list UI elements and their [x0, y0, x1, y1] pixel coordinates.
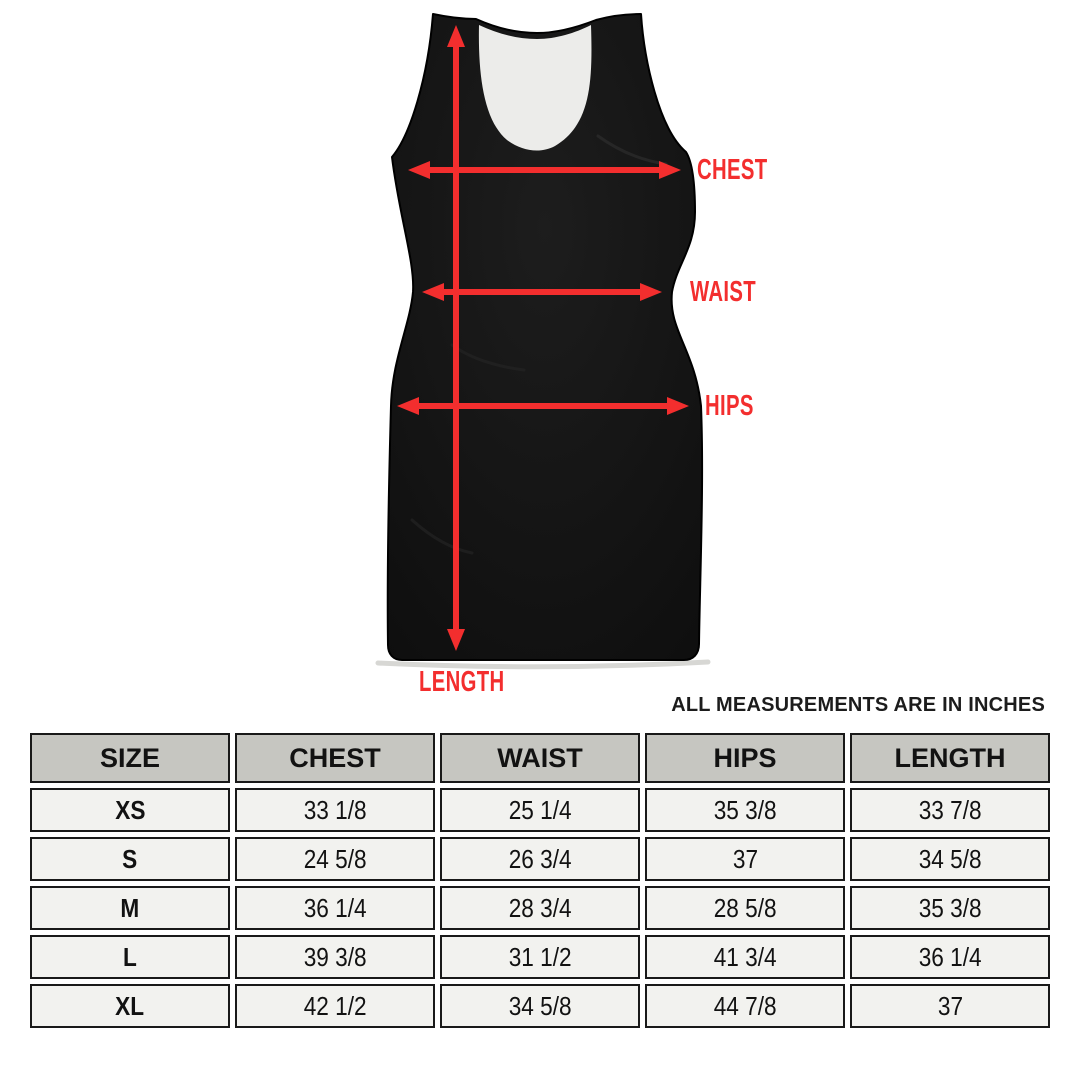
size-label-cell	[30, 788, 230, 832]
length-value: 33 7/8	[918, 794, 982, 825]
measurement-cell	[850, 837, 1050, 881]
waist-value: 31 1/2	[508, 941, 572, 972]
length-value: 34 5/8	[918, 843, 982, 874]
hips-value: 41 3/4	[713, 941, 777, 972]
waist-value: 25 1/4	[508, 794, 572, 825]
size-value: XS	[114, 794, 146, 825]
column-header-chest	[235, 733, 435, 783]
measurement-cell	[850, 886, 1050, 930]
chest-value: 36 1/4	[303, 892, 367, 923]
measurement-cell	[850, 788, 1050, 832]
hips-value: 44 7/8	[713, 990, 777, 1021]
measurement-cell	[440, 935, 640, 979]
measurement-cell	[645, 886, 845, 930]
size-value: M	[120, 892, 140, 923]
column-header-label: SIZE	[99, 742, 160, 773]
measurement-cell	[645, 788, 845, 832]
chest-value: 24 5/8	[303, 843, 367, 874]
measurement-cell	[235, 837, 435, 881]
column-header-size	[30, 733, 230, 783]
measurement-cell	[235, 788, 435, 832]
column-header-waist	[440, 733, 640, 783]
size-value: XL	[115, 990, 145, 1021]
length-value: 35 3/8	[918, 892, 982, 923]
units-note: ALL MEASUREMENTS ARE IN INCHES	[671, 694, 1045, 716]
measurement-cell	[850, 935, 1050, 979]
measurement-cell	[645, 984, 845, 1028]
hips-value: 37	[732, 843, 758, 874]
size-value: L	[123, 941, 137, 972]
size-value: S	[122, 843, 138, 874]
column-header-label: LENGTH	[894, 742, 1006, 773]
column-header-label: CHEST	[289, 742, 381, 773]
hips-value: 35 3/8	[713, 794, 777, 825]
measurement-cell	[440, 788, 640, 832]
size-label-cell	[30, 886, 230, 930]
hips-label: HIPS	[705, 390, 754, 422]
size-label-cell	[30, 837, 230, 881]
measurement-cell	[235, 935, 435, 979]
length-label: LENGTH	[419, 666, 505, 698]
chest-value: 39 3/8	[303, 941, 367, 972]
column-header-label: WAIST	[497, 742, 583, 773]
waist-value: 26 3/4	[508, 843, 572, 874]
measurement-cell	[645, 837, 845, 881]
waist-value: 28 3/4	[508, 892, 572, 923]
hips-value: 28 5/8	[713, 892, 777, 923]
measurement-cell	[235, 886, 435, 930]
waist-label: WAIST	[690, 276, 757, 308]
column-header-hips	[645, 733, 845, 783]
measurement-cell	[850, 984, 1050, 1028]
column-header-label: HIPS	[713, 742, 777, 773]
measurement-cell	[235, 984, 435, 1028]
size-chart-table	[30, 733, 1050, 1028]
waist-value: 34 5/8	[508, 990, 572, 1021]
length-value: 36 1/4	[918, 941, 982, 972]
size-label-cell	[30, 984, 230, 1028]
size-label-cell	[30, 935, 230, 979]
chest-value: 42 1/2	[303, 990, 367, 1021]
measurement-cell	[440, 984, 640, 1028]
column-header-length	[850, 733, 1050, 783]
length-value: 37	[937, 990, 963, 1021]
measurement-cell	[645, 935, 845, 979]
chest-value: 33 1/8	[303, 794, 367, 825]
measurement-cell	[440, 886, 640, 930]
chest-label: CHEST	[697, 154, 768, 186]
measurement-cell	[440, 837, 640, 881]
